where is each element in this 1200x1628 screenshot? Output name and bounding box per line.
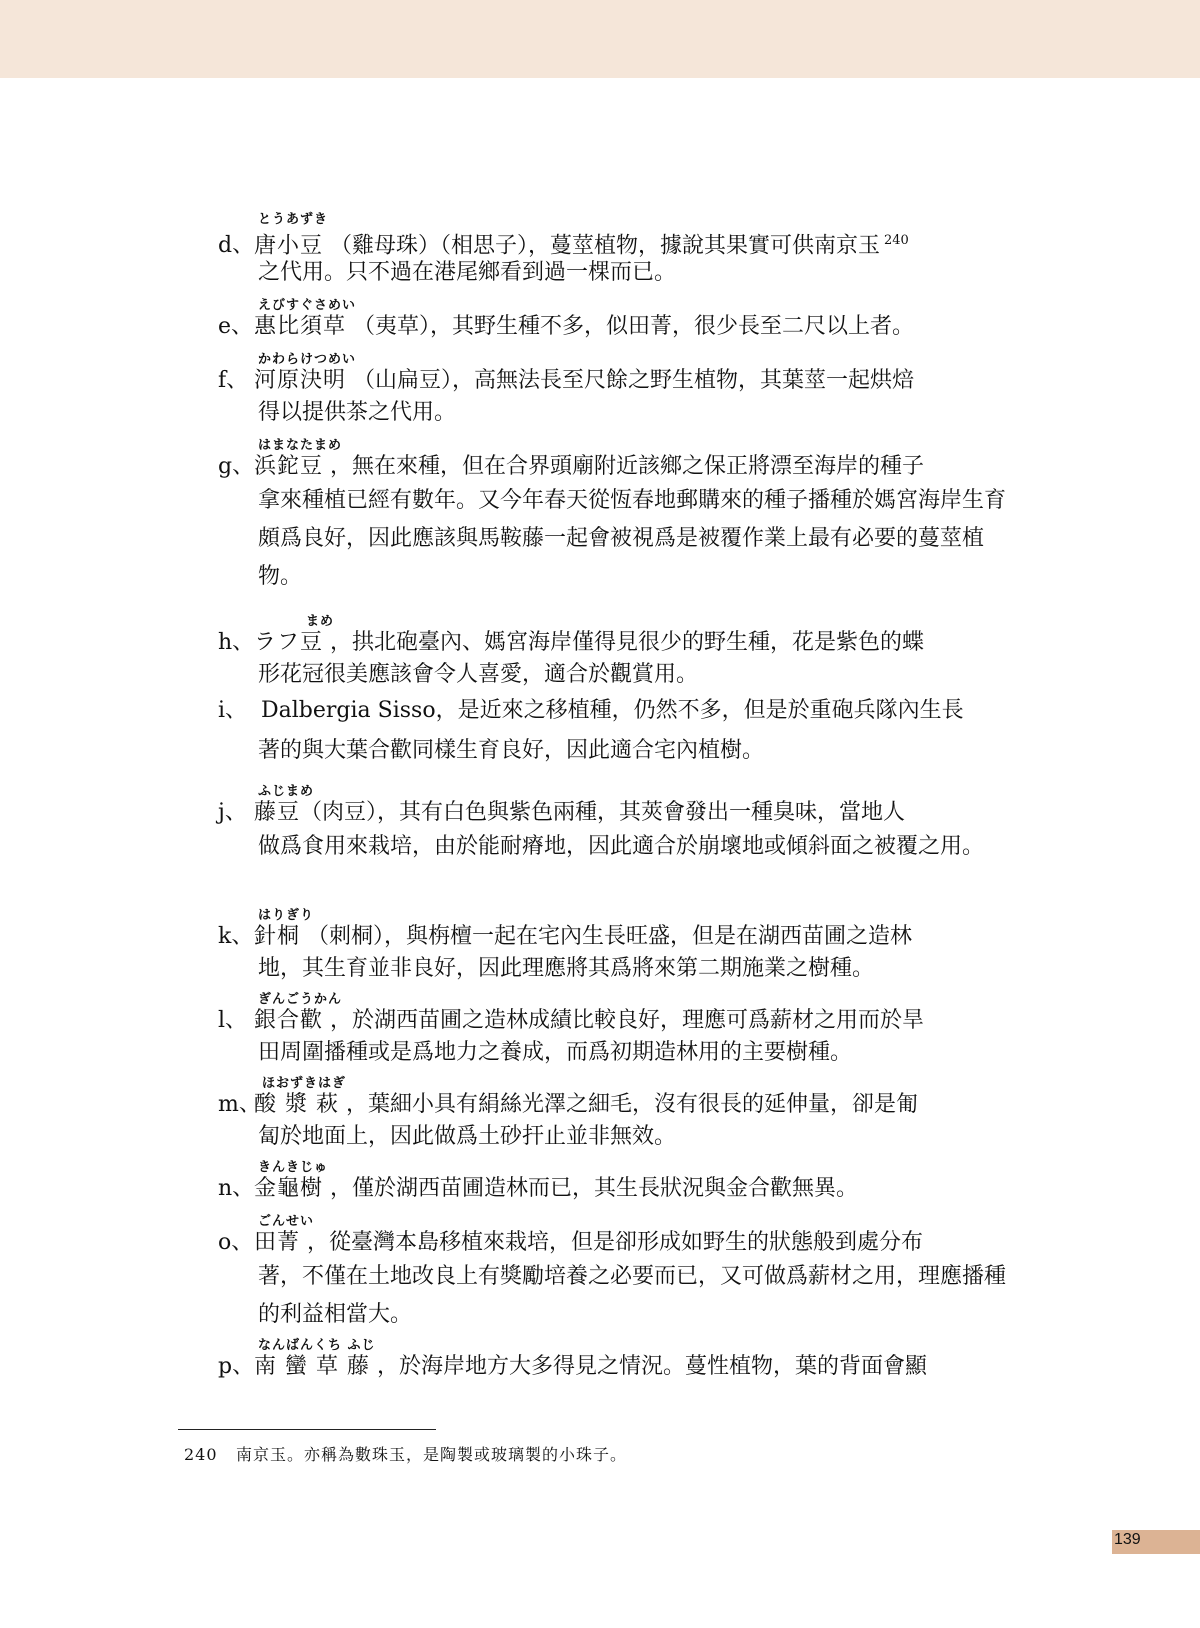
item-label: i、: [218, 698, 248, 723]
item-text: ，從臺灣本島移植來栽培，但是卻形成如野生的狀態般到處分布: [300, 1230, 924, 1255]
item-continuation: 拿來種植已經有數年。又今年春天從恆春地郵購來的種子播種於媽宮海岸生育頗爲良好，因此應該與馬鞍藤一起會被視爲是被覆作業上最有必要的蔓莖植物。: [258, 488, 1007, 589]
item-text: （夷草），其野生種不多，似田菁，很少長至二尺以上者。: [346, 314, 915, 339]
furigana: はまなたまめ: [258, 438, 343, 453]
item-label: f、: [218, 368, 249, 393]
item-continuation: 著的與大葉合歡同樣生育良好，因此適合宅內植樹。: [258, 738, 765, 763]
item-text: （山扁豆），高無法長至尺餘之野生植物，其葉莖一起烘焙: [346, 368, 915, 393]
footnote-text: 南京玉。亦稱為數珠玉，是陶製或玻璃製的小珠子。: [236, 1445, 628, 1464]
term: ラフ豆: [254, 630, 324, 655]
item-text: ，僅於湖西苗圃造林而已，其生長狀況與金合歡無異。: [323, 1176, 859, 1201]
item-text: ，葉細小具有絹絲光澤之細毛，沒有很長的延伸量，卻是匍: [339, 1092, 918, 1117]
term: 浜鉈豆: [254, 454, 324, 479]
item-text: Dalbergia Sisso，是近來之移植種，仍然不多，但是於重砲兵隊內生長: [254, 698, 964, 723]
footnote-number: 240: [184, 1445, 218, 1464]
term: 唐小豆: [254, 233, 324, 259]
furigana: まめ: [306, 614, 335, 629]
item-continuation: 形花冠很美應該會令人喜愛，適合於觀賞用。: [258, 662, 699, 687]
page-number: 139: [1114, 1531, 1141, 1548]
item-label: k、: [218, 924, 254, 949]
footnote-ref: 240: [884, 233, 909, 248]
item-text: （雞母珠）（相思子），蔓莖植物，據說其果實可供南京玉: [323, 233, 881, 259]
item-label: m、: [218, 1092, 261, 1117]
item-text: ，無在來種，但在合界頭廟附近該鄉之保正將漂至海岸的種子: [323, 454, 925, 479]
item-label: j、: [218, 800, 247, 825]
term: 銀合歡: [254, 1008, 324, 1033]
item-label: d、: [218, 233, 255, 259]
furigana: きんきじゅ: [258, 1160, 329, 1175]
term: 南 蠻 草 藤: [254, 1354, 370, 1379]
term: 金龜樹: [254, 1176, 324, 1201]
item-continuation: 著，不僅在土地改良上有獎勵培養之必要而已，又可做爲薪材之用，理應播種的利益相當大。: [258, 1264, 1007, 1327]
term: 酸 漿 萩: [254, 1092, 339, 1117]
item-continuation: 得以提供茶之代用。: [258, 400, 457, 425]
item-text: （刺桐），與栴檀一起在宅內生長旺盛，但是在湖西苗圃之造林: [300, 924, 913, 949]
item-label: h、: [218, 630, 255, 655]
term: 針桐: [254, 924, 301, 949]
furigana: なんばんくち ふじ: [258, 1338, 376, 1353]
furigana: ぎんごうかん: [258, 992, 343, 1007]
footnote: [184, 1442, 627, 1465]
item-text: （肉豆），其有白色與紫色兩種，其莢會發出一種臭味，當地人: [300, 800, 906, 825]
item-label: n、: [218, 1176, 255, 1201]
item-label: p、: [218, 1354, 255, 1379]
item-label: l、: [218, 1008, 248, 1033]
furigana: ごんせい: [258, 1214, 315, 1229]
item-continuation: 地，其生育並非良好，因此理應將其爲將來第二期施業之樹種。: [258, 956, 875, 981]
furigana: はりぎり: [258, 908, 315, 923]
furigana: かわらけつめい: [258, 352, 357, 367]
term: 藤豆: [254, 800, 301, 825]
item-label: e、: [218, 314, 254, 339]
term: 田菁: [254, 1230, 301, 1255]
item-continuation: 匐於地面上，因此做爲土砂扞止並非無效。: [258, 1124, 677, 1149]
item-continuation: 田周圍播種或是爲地力之養成，而爲初期造林用的主要樹種。: [258, 1040, 853, 1065]
item-continuation: 之代用。只不過在港尾鄉看到過一棵而已。: [258, 260, 677, 285]
furigana: ふじまめ: [258, 784, 315, 799]
item-label: o、: [218, 1230, 254, 1255]
item-text: ，拱北砲臺內、媽宮海岸僅得見很少的野生種，花是紫色的蝶: [323, 630, 925, 655]
item-text: ，於湖西苗圃之造林成績比較良好，理應可爲薪材之用而於旱: [323, 1008, 925, 1033]
furigana: ほおずきはぎ: [262, 1076, 347, 1091]
item-continuation: 做爲食用來栽培，由於能耐瘠地，因此適合於崩壞地或傾斜面之被覆之用。: [258, 834, 985, 859]
term: 河原決明: [254, 368, 347, 393]
term: 惠比須草: [254, 314, 347, 339]
furigana: とうあずき: [258, 212, 329, 227]
furigana: えびすぐさめい: [258, 298, 357, 313]
item-text: ，於海岸地方大多得見之情況。蔓性植物，葉的背面會顯: [369, 1354, 927, 1379]
footnote-divider: [178, 1429, 436, 1430]
header-band: [0, 0, 1200, 78]
item-label: g、: [218, 454, 255, 479]
